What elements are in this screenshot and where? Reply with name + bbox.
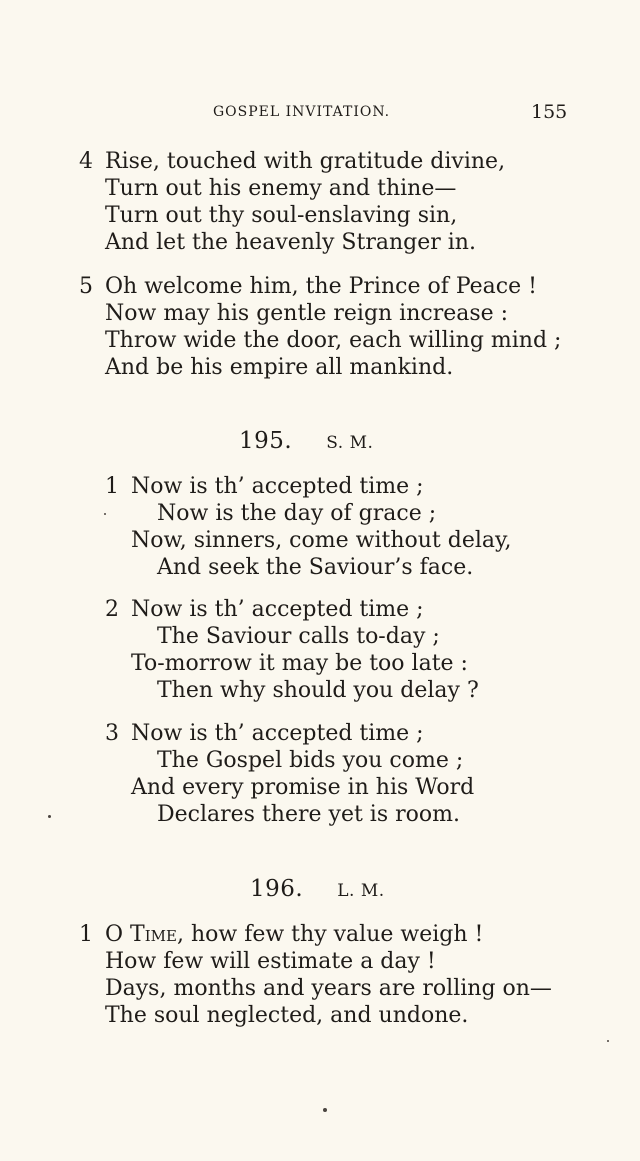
print-speck: [323, 1108, 327, 1112]
print-speck: [48, 815, 51, 818]
verse-line: Rise, touched with gratitude divine,: [105, 149, 506, 174]
verse-line: And every promise in his Word: [131, 775, 475, 800]
hymn-195-heading: [239, 428, 373, 454]
hymn-196-heading: [250, 876, 385, 902]
page-number: 155: [531, 101, 568, 123]
verse-line: Throw wide the door, each willing mind ;: [105, 328, 562, 353]
hymn-number: 195.: [239, 428, 293, 454]
verse-number: 2: [105, 597, 119, 622]
verse-number: 1: [105, 474, 119, 499]
verse-line: Now is the day of grace ;: [157, 501, 437, 526]
line-rest: , how few thy value weigh !: [176, 922, 484, 947]
verse-line: How few will estimate a day !: [105, 949, 436, 974]
small-caps-word: Time: [130, 922, 177, 947]
hymn-meter: S. M.: [326, 433, 374, 453]
verse-number: 4: [79, 149, 93, 174]
first-word: O: [105, 922, 124, 947]
verse-line: Turn out thy soul-enslaving sin,: [105, 203, 458, 228]
verse-line: Days, months and years are rolling on—: [105, 976, 552, 1001]
verse-line: Declares there yet is room.: [157, 802, 460, 827]
verse-line: Now is th’ accepted time ;: [131, 597, 424, 622]
verse-line: Now, sinners, come without delay,: [131, 528, 512, 553]
verse-line: And be his empire all mankind.: [105, 355, 454, 380]
verse-line: Oh welcome him, the Prince of Peace !: [105, 274, 537, 299]
verse-line: To-morrow it may be too late :: [131, 651, 468, 676]
verse-number: 3: [105, 721, 119, 746]
print-speck: [607, 1040, 609, 1042]
verse-line: And seek the Saviour’s face.: [157, 555, 474, 580]
verse-number: 1: [79, 922, 93, 947]
verse-line-first: [105, 922, 483, 948]
verse-line: The soul neglected, and undone.: [105, 1003, 469, 1028]
verse-line: The Saviour calls to-day ;: [157, 624, 440, 649]
hymn-meter: L. M.: [337, 881, 385, 901]
verse-line: The Gospel bids you come ;: [157, 748, 464, 773]
verse-number: 5: [79, 274, 93, 299]
verse-line: Now is th’ accepted time ;: [131, 474, 424, 499]
page-header: [0, 101, 640, 128]
hymn-number: 196.: [250, 876, 304, 902]
verse-line: Now is th’ accepted time ;: [131, 721, 424, 746]
running-title: GOSPEL INVITATION.: [213, 104, 391, 120]
verse-line: Then why should you delay ?: [157, 678, 479, 703]
verse-line: Turn out his enemy and thine—: [105, 176, 457, 201]
print-speck: [104, 513, 106, 515]
verse-line: Now may his gentle reign increase :: [105, 301, 509, 326]
verse-line: And let the heavenly Stranger in.: [105, 230, 476, 255]
